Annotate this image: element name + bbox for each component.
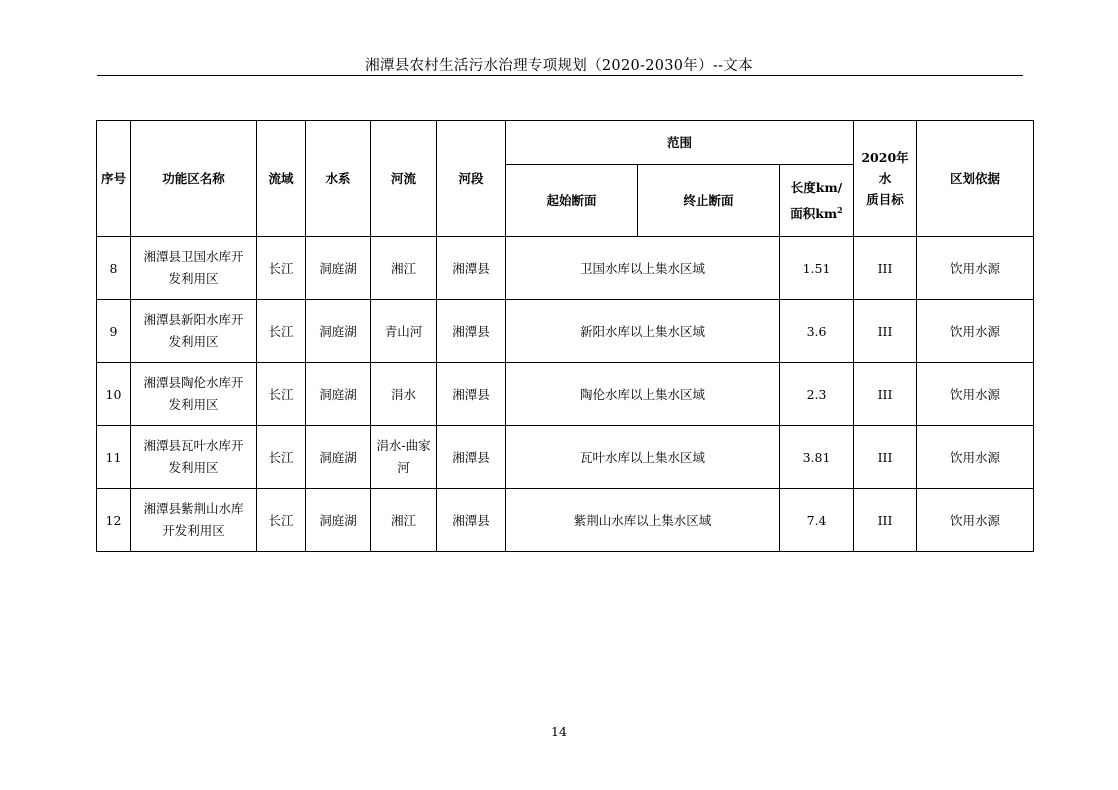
row-length: 1.51 <box>780 237 854 300</box>
header-target-line2: 质目标 <box>866 192 904 207</box>
header-zone-name: 功能区名称 <box>131 121 257 237</box>
header-water-system: 水系 <box>306 121 371 237</box>
row-river <box>371 426 437 489</box>
header-basis: 区划依据 <box>917 121 1034 237</box>
header-divider <box>97 75 1023 76</box>
table-row <box>97 237 1034 300</box>
row-index: 11 <box>97 426 131 489</box>
row-length: 3.6 <box>780 300 854 363</box>
row-water-system: 洞庭湖 <box>306 237 371 300</box>
row-river-section: 湘潭县 <box>437 237 506 300</box>
row-target: III <box>854 300 917 363</box>
row-scope: 陶伦水库以上集水区域 <box>506 363 780 426</box>
row-zone-name-line2: 开发利用区 <box>162 523 225 538</box>
row-zone-name <box>131 489 257 552</box>
header-water-quality-target <box>854 121 917 237</box>
row-zone-name <box>131 300 257 363</box>
row-river-line2: 河 <box>397 460 410 475</box>
row-index: 9 <box>97 300 131 363</box>
header-river-section: 河段 <box>437 121 506 237</box>
row-zone-name-line1: 湘潭县紫荆山水库 <box>143 501 244 516</box>
row-basin: 长江 <box>257 489 306 552</box>
row-target: III <box>854 237 917 300</box>
row-index: 12 <box>97 489 131 552</box>
row-basin: 长江 <box>257 300 306 363</box>
row-river-section: 湘潭县 <box>437 426 506 489</box>
row-index: 8 <box>97 237 131 300</box>
row-scope: 紫荆山水库以上集水区域 <box>506 489 780 552</box>
header-length-line1: 长度km/ <box>790 179 843 195</box>
row-scope: 瓦叶水库以上集水区域 <box>506 426 780 489</box>
row-basis: 饮用水源 <box>917 237 1034 300</box>
row-river: 湘江 <box>371 489 437 552</box>
row-zone-name <box>131 237 257 300</box>
page-number: 14 <box>551 724 567 739</box>
row-water-system: 洞庭湖 <box>306 489 371 552</box>
row-river-line1: 涓水-曲家 <box>376 438 431 453</box>
row-index: 10 <box>97 363 131 426</box>
row-target: III <box>854 489 917 552</box>
row-zone-name-line2: 发利用区 <box>168 271 219 286</box>
row-basis: 饮用水源 <box>917 363 1034 426</box>
row-river: 涓水 <box>371 363 437 426</box>
table-row <box>97 489 1034 552</box>
row-river-section: 湘潭县 <box>437 489 506 552</box>
row-scope: 新阳水库以上集水区域 <box>506 300 780 363</box>
row-basis: 饮用水源 <box>917 426 1034 489</box>
header-length-superscript: 2 <box>837 204 843 215</box>
row-basis: 饮用水源 <box>917 300 1034 363</box>
header-length-text: 面积km <box>790 205 838 221</box>
table-row <box>97 363 1034 426</box>
row-zone-name-line1: 湘潭县瓦叶水库开 <box>143 438 244 453</box>
row-zone-name-line2: 发利用区 <box>168 460 219 475</box>
row-river: 湘江 <box>371 237 437 300</box>
row-length: 2.3 <box>780 363 854 426</box>
row-water-system: 洞庭湖 <box>306 426 371 489</box>
row-zone-name <box>131 426 257 489</box>
row-zone-name-line1: 湘潭县卫国水库开 <box>143 249 244 264</box>
table-row <box>97 426 1034 489</box>
row-basis: 饮用水源 <box>917 489 1034 552</box>
row-zone-name-line2: 发利用区 <box>168 334 219 349</box>
row-length: 3.81 <box>780 426 854 489</box>
row-target: III <box>854 363 917 426</box>
row-river-section: 湘潭县 <box>437 363 506 426</box>
header-index: 序号 <box>97 121 131 237</box>
row-river: 青山河 <box>371 300 437 363</box>
row-zone-name-line1: 湘潭县陶伦水库开 <box>143 375 244 390</box>
row-zone-name-line2: 发利用区 <box>168 397 219 412</box>
row-water-system: 洞庭湖 <box>306 363 371 426</box>
row-zone-name-line1: 湘潭县新阳水库开 <box>143 312 244 327</box>
document-header-title: 湘潭县农村生活污水治理专项规划（2020-2030年）--文本 <box>365 58 753 74</box>
row-zone-name <box>131 363 257 426</box>
header-end-section: 终止断面 <box>638 165 780 237</box>
header-length-area <box>780 165 854 237</box>
row-basin: 长江 <box>257 426 306 489</box>
water-function-zone-table <box>96 120 1034 552</box>
row-scope: 卫国水库以上集水区域 <box>506 237 780 300</box>
header-river: 河流 <box>371 121 437 237</box>
row-river-section: 湘潭县 <box>437 300 506 363</box>
row-water-system: 洞庭湖 <box>306 300 371 363</box>
header-length-line2 <box>782 201 851 227</box>
row-basin: 长江 <box>257 237 306 300</box>
row-length: 7.4 <box>780 489 854 552</box>
row-target: III <box>854 426 917 489</box>
header-start-section: 起始断面 <box>506 165 638 237</box>
header-basin: 流域 <box>257 121 306 237</box>
header-target-line1: 2020年水 <box>861 150 909 186</box>
row-basin: 长江 <box>257 363 306 426</box>
header-scope: 范围 <box>506 121 854 165</box>
table-row <box>97 300 1034 363</box>
